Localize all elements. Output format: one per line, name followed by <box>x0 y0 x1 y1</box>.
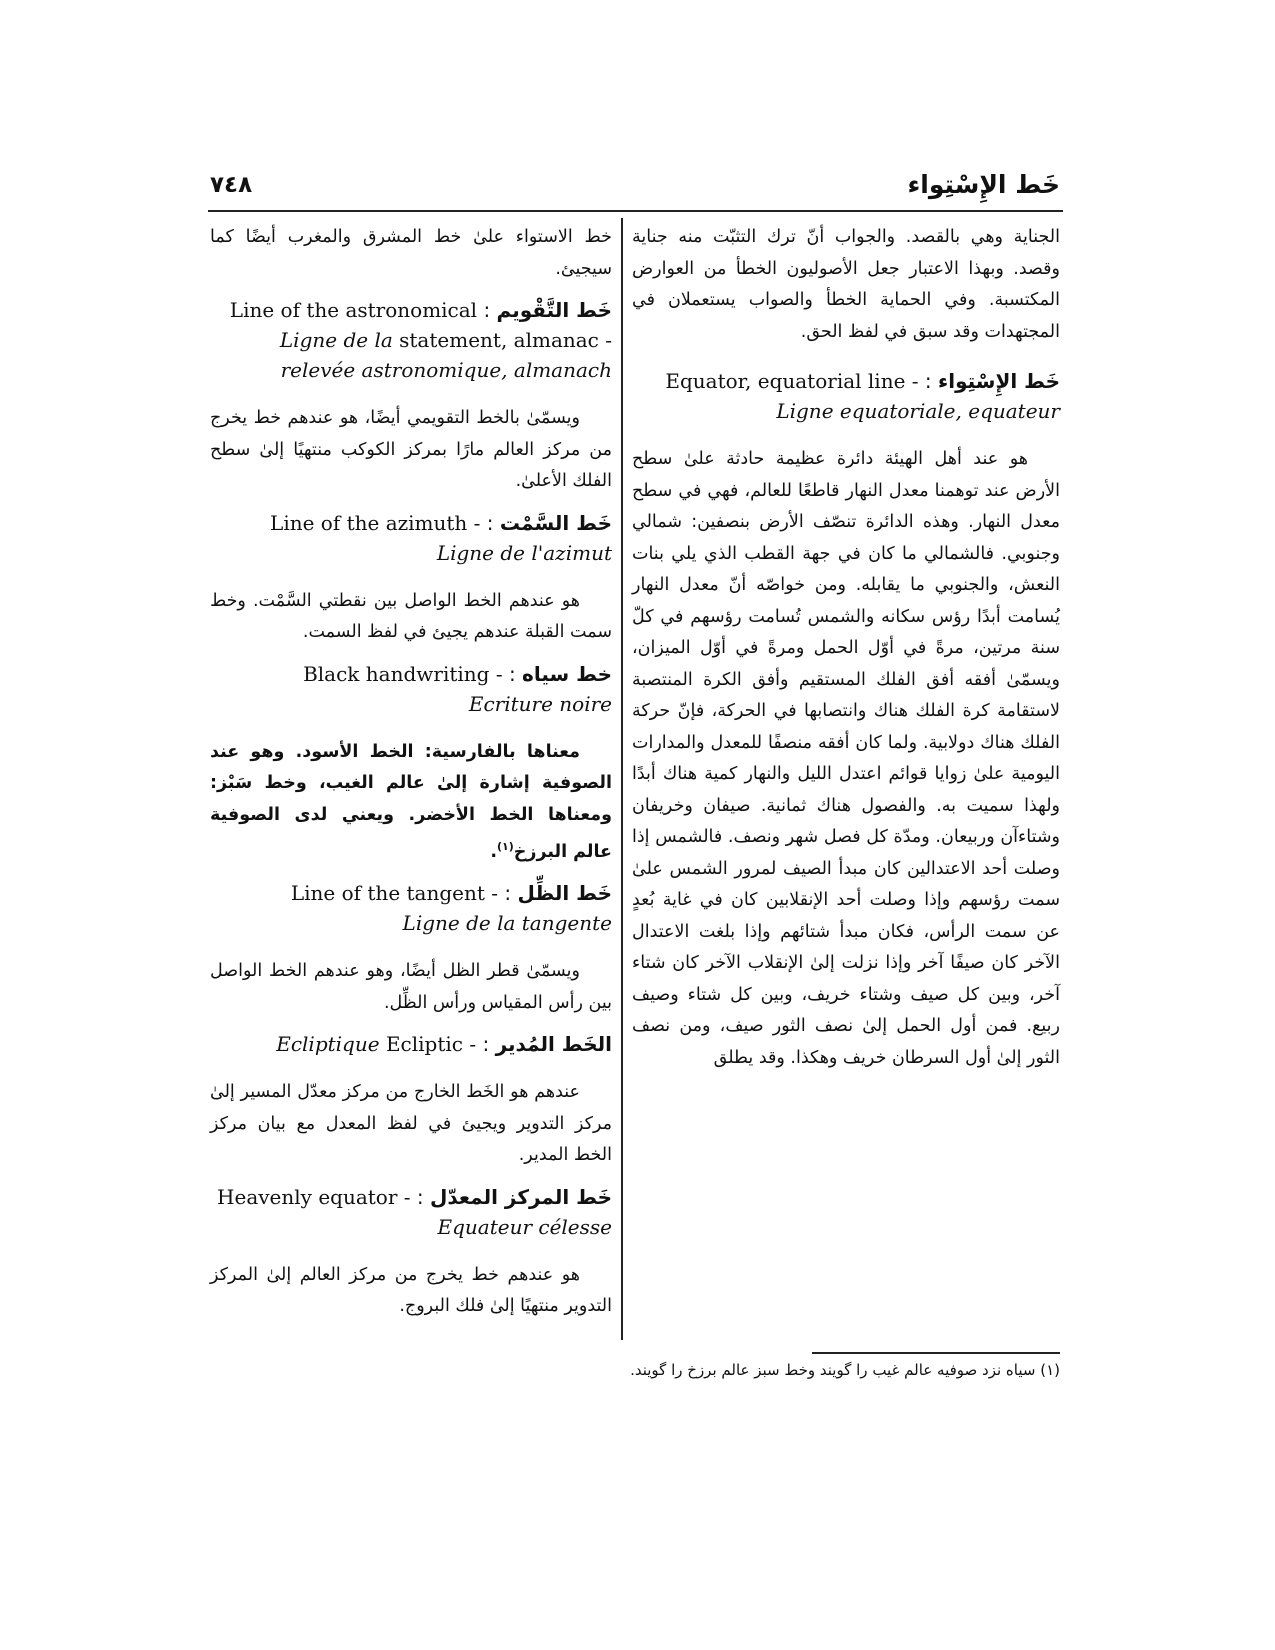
entry-heading-heavenly-equator <box>210 1182 612 1242</box>
entry-headword: الخَط المُدير <box>495 1032 612 1057</box>
entry-colon: : <box>416 1184 424 1209</box>
entry-heading-almanac <box>210 295 612 385</box>
paragraph-continuation-left: خط الاستواء علىٰ خط المشرق والمغرب أيضًا كما سيجيئ. <box>210 227 612 279</box>
entry-definition-heavenly-equator: هو عندهم خط يخرج من مركز العالم إلىٰ المركز التدوير منتهيًا إلىٰ فلك البروج. <box>210 1264 612 1317</box>
entry-headword: خَط المركز المعدّل <box>429 1184 612 1209</box>
running-head <box>210 170 1060 210</box>
entry-french: Ligne de la relevée astronomique, almanach <box>279 328 612 382</box>
entry-french: Ligne de l'azimut <box>436 540 612 565</box>
entry-english: Heavenly equator - <box>217 1184 411 1209</box>
right-column <box>632 222 1060 1352</box>
footnote: (١) سياه نزد صوفيه عالم غيب را گويند وخط سبز عالم برزخ را گويند. <box>630 1361 1060 1379</box>
entry-english: Line of the azimuth - <box>270 510 481 535</box>
entry-colon: : <box>483 298 491 322</box>
header-rule <box>208 210 1063 212</box>
footnote-rule <box>812 1352 1060 1354</box>
entry-colon: : <box>486 510 494 535</box>
entry-heading-azimuth <box>210 508 612 568</box>
entry-french: Equateur célesse <box>437 1214 612 1239</box>
entry-definition-tangent: ويسمّىٰ قطر الظل أيضًا، وهو عندهم الخط الواصل بين رأس المقياس ورأس الظِّل. <box>210 961 612 1013</box>
entry-colon: : <box>504 881 512 906</box>
paragraph-continuation: الجناية وهي بالقصد. والجواب أنّ ترك التثبّت منه جناية وقصد. وبهذا الاعتبار جعل الأصوليون الخطأ من العوارض المكتسبة. وفي الحماية الخطأ والصواب يستعملان في المجتهدات وقد سبق في لفظ الحق. <box>632 227 1060 342</box>
left-column <box>210 222 612 1352</box>
entry-definition-black-writing: معناها بالفارسية: الخط الأسود. وهو عند الصوفية إشارة إلىٰ عالم الغيب، وخط سَبْز: ومعناها الخط الأخضر. ويعني لدى الصوفية عالم البرزخ$^{(١)}$. <box>210 741 612 862</box>
entry-english: Line of the tangent - <box>290 881 499 906</box>
entry-colon: : <box>482 1032 490 1057</box>
page-number: ٧٤٨ <box>210 172 253 198</box>
entry-english-cont: statement, almanac - <box>399 328 612 352</box>
entry-french: Ecriture noire <box>468 691 612 716</box>
entry-english: Equator, equatorial line - <box>665 369 919 393</box>
entry-french: Ligne equatoriale, equateur <box>776 399 1060 423</box>
entry-heading-tangent <box>210 878 612 938</box>
definition-text: معناها بالفارسية: الخط الأسود. وهو عند الصوفية إشارة إلىٰ عالم الغيب، وخط سَبْز: ومعناها الخط الأخضر. ويعني لدى الصوفية عالم البرزخ <box>210 741 612 862</box>
entry-colon: : <box>924 369 932 393</box>
entry-headword: خَط الظِّل <box>517 881 612 906</box>
entry-definition-azimuth: هو عندهم الخط الواصل بين نقطتي السَّمْت. وخط سمت القبلة عندهم يجيئ في لفظ السمت. <box>210 590 612 642</box>
entry-headword: خَط السَّمْت <box>499 510 612 535</box>
footnote-marker: (١) <box>497 840 514 853</box>
entry-definition-ecliptic: عندهم هو الخَط الخارج من مركز معدّل المسير إلىٰ مركز التدوير ويجيئ في لفظ المعدل مع بيان مركز الخط المدير. <box>210 1082 612 1166</box>
entry-english: Black handwriting - <box>303 661 503 686</box>
entry-colon: : <box>508 661 516 686</box>
entry-english: Line of the astronomical <box>229 298 478 322</box>
running-head-title: خَط الإِسْتِواء <box>907 170 1060 199</box>
entry-heading-ecliptic <box>210 1029 612 1059</box>
column-divider <box>621 218 623 1340</box>
entry-heading-black-writing <box>210 659 612 719</box>
entry-french: Ecliptique <box>276 1032 380 1057</box>
entry-english: Ecliptic - <box>385 1032 477 1057</box>
entry-heading-equator <box>632 366 1060 426</box>
entry-headword: خط سياه <box>522 661 612 686</box>
entry-definition-almanac: ويسمّىٰ بالخط التقويمي أيضًا، هو عندهم خط يخرج من مركز العالم مارًا بمركز الكوكب منتهيًا إلىٰ سطح الفلك الأعلىٰ. <box>210 408 612 491</box>
entry-french: Ligne de la tangente <box>402 911 612 936</box>
entry-headword: خَط التَّقْويم <box>496 298 612 322</box>
entry-definition-equator: هو عند أهل الهيئة دائرة عظيمة حادثة علىٰ سطح الأرض عند توهمنا معدل النهار قاطعًا للعالم، فهي في سطح معدل النهار. وهذه الدائرة تنصّف الأرض بنصفين: شمالي وجنوبي. فالشمالي ما كان في جهة القطب الذي يلي بنات النعش، والجنوبي ما يقابله. ومن خواصّه أنّ معدل النهار يُسامت أبدًا رؤس سكانه والشمس تُسامت رؤسهم في كلّ سنة مرتين، مرةً في أوّل الحمل ومرةً في أوّل الميزان، ويسمّىٰ أفقه أفق الفلك المستقيم وأفق الكرة المنتصبة لاستقامة كرة الفلك هناك وانتصابها في الحركة، فإنّ حركة الفلك هناك دولابية. ولما كان أفقه منصفًا للمعدل والمدارات اليومية علىٰ زوايا قوائم اعتدل الليل والنهار كمية هناك أبدًا ولهذا سميت به. والفصول هناك ثمانية. صيفان وخريفان وشتاءآن وربيعان. ومدّة كل فصل شهر ونصف. فالشمس إذا وصلت أحد الاعتدالين كان مبدأ الصيف لمرور الشمس علىٰ سمت رؤسهم وإذا وصلت أحد الإنقلابين كان في غاية بُعدٍ عن سمت الرأس، فكان مبدأ شتائهم وإذا بلغت الاعتدال الآخر كان صيفًا آخر وإذا نزلت إلىٰ الإنقلاب الآخر كان شتاء آخر، وبين كل صيف وشتاء خريف، وبين كل شتاء وصيف ربيع. فمن أول الحمل إلىٰ نصف الثور صيف، ومن نصف الثور إلىٰ أول السرطان خريف وهكذا. وقد يطلق <box>632 449 1060 1068</box>
entry-headword: خَط الإِسْتِواء <box>938 369 1060 393</box>
